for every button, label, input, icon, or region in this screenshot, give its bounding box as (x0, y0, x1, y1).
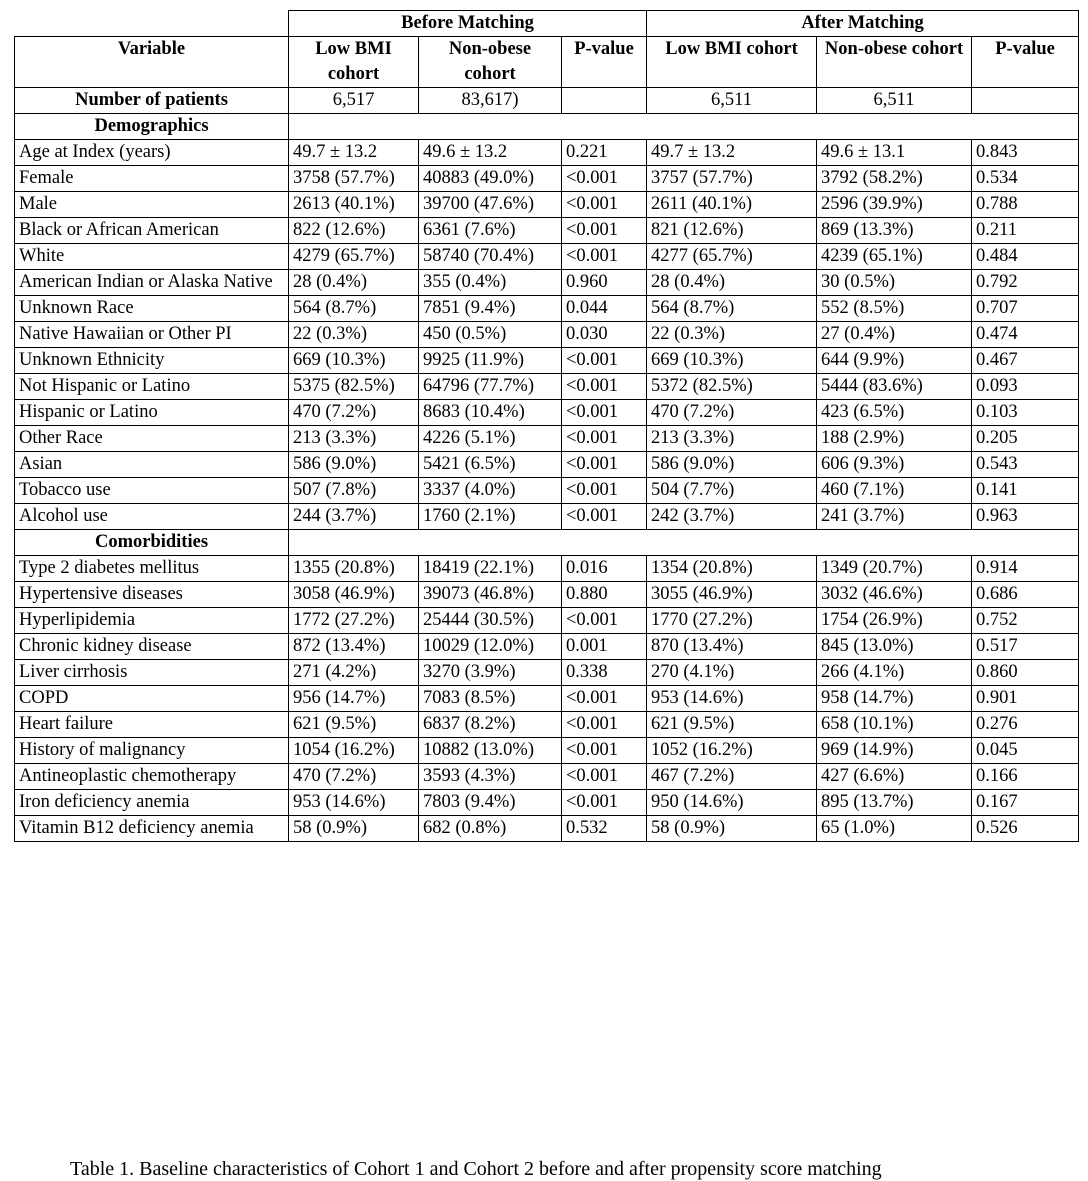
before-p-value-cell: <0.001 (562, 348, 647, 374)
before-p-value-cell: <0.001 (562, 712, 647, 738)
after-p-value-cell: 0.543 (972, 452, 1079, 478)
before-p-value-cell: <0.001 (562, 686, 647, 712)
after-low-bmi-cell: 504 (7.7%) (647, 478, 817, 504)
table-row (15, 322, 1079, 348)
variable-cell: White (15, 244, 289, 270)
table-row (15, 452, 1079, 478)
patients-before-non-obese: 83,617) (419, 88, 562, 114)
after-p-value-cell: 0.843 (972, 140, 1079, 166)
variable-cell: History of malignancy (15, 738, 289, 764)
after-non-obese-cell: 49.6 ± 13.1 (817, 140, 972, 166)
after-low-bmi-cell: 669 (10.3%) (647, 348, 817, 374)
before-low-bmi-cell: 3758 (57.7%) (289, 166, 419, 192)
after-non-obese-cell: 644 (9.9%) (817, 348, 972, 374)
variable-cell: Unknown Ethnicity (15, 348, 289, 374)
before-p-value-cell: <0.001 (562, 400, 647, 426)
section-filler-cell (289, 530, 1079, 556)
variable-cell: Unknown Race (15, 296, 289, 322)
col-header-before-p-value: P-value (562, 37, 647, 88)
after-low-bmi-cell: 1052 (16.2%) (647, 738, 817, 764)
before-non-obese-cell: 7803 (9.4%) (419, 790, 562, 816)
table-row (15, 374, 1079, 400)
before-non-obese-cell: 25444 (30.5%) (419, 608, 562, 634)
before-non-obese-cell: 18419 (22.1%) (419, 556, 562, 582)
after-non-obese-cell: 658 (10.1%) (817, 712, 972, 738)
before-p-value-cell: <0.001 (562, 218, 647, 244)
after-low-bmi-cell: 58 (0.9%) (647, 816, 817, 842)
patients-after-low-bmi: 6,511 (647, 88, 817, 114)
before-non-obese-cell: 355 (0.4%) (419, 270, 562, 296)
after-p-value-cell: 0.167 (972, 790, 1079, 816)
after-low-bmi-cell: 5372 (82.5%) (647, 374, 817, 400)
col-header-after-low-bmi: Low BMI cohort (647, 37, 817, 88)
table-row (15, 244, 1079, 270)
after-low-bmi-cell: 1770 (27.2%) (647, 608, 817, 634)
after-p-value-cell: 0.686 (972, 582, 1079, 608)
after-non-obese-cell: 30 (0.5%) (817, 270, 972, 296)
table-row (15, 270, 1079, 296)
before-p-value-cell: <0.001 (562, 764, 647, 790)
after-p-value-cell: 0.205 (972, 426, 1079, 452)
after-low-bmi-cell: 213 (3.3%) (647, 426, 817, 452)
col-header-before-non-obese: Non-obese cohort (419, 37, 562, 88)
variable-cell: Not Hispanic or Latino (15, 374, 289, 400)
after-non-obese-cell: 460 (7.1%) (817, 478, 972, 504)
table-row (15, 348, 1079, 374)
table-row (15, 738, 1079, 764)
before-low-bmi-cell: 244 (3.7%) (289, 504, 419, 530)
before-p-value-cell: <0.001 (562, 166, 647, 192)
after-low-bmi-cell: 242 (3.7%) (647, 504, 817, 530)
variable-cell: Hypertensive diseases (15, 582, 289, 608)
before-low-bmi-cell: 213 (3.3%) (289, 426, 419, 452)
before-low-bmi-cell: 621 (9.5%) (289, 712, 419, 738)
variable-cell: Tobacco use (15, 478, 289, 504)
after-non-obese-cell: 241 (3.7%) (817, 504, 972, 530)
before-low-bmi-cell: 1772 (27.2%) (289, 608, 419, 634)
before-p-value-cell: 0.532 (562, 816, 647, 842)
column-header-row (15, 37, 1079, 88)
patients-after-non-obese: 6,511 (817, 88, 972, 114)
after-non-obese-cell: 5444 (83.6%) (817, 374, 972, 400)
after-non-obese-cell: 188 (2.9%) (817, 426, 972, 452)
before-p-value-cell: <0.001 (562, 374, 647, 400)
variable-cell: Hyperlipidemia (15, 608, 289, 634)
after-non-obese-cell: 1349 (20.7%) (817, 556, 972, 582)
after-p-value-cell: 0.788 (972, 192, 1079, 218)
before-low-bmi-cell: 22 (0.3%) (289, 322, 419, 348)
after-non-obese-cell: 969 (14.9%) (817, 738, 972, 764)
before-non-obese-cell: 49.6 ± 13.2 (419, 140, 562, 166)
after-p-value-cell: 0.534 (972, 166, 1079, 192)
patients-before-low-bmi: 6,517 (289, 88, 419, 114)
before-non-obese-cell: 7851 (9.4%) (419, 296, 562, 322)
after-p-value-cell: 0.467 (972, 348, 1079, 374)
variable-cell: Heart failure (15, 712, 289, 738)
before-non-obese-cell: 6361 (7.6%) (419, 218, 562, 244)
after-p-value-cell: 0.963 (972, 504, 1079, 530)
before-non-obese-cell: 58740 (70.4%) (419, 244, 562, 270)
table-row (15, 296, 1079, 322)
before-low-bmi-cell: 586 (9.0%) (289, 452, 419, 478)
after-p-value-cell: 0.093 (972, 374, 1079, 400)
section-filler-cell (289, 114, 1079, 140)
after-p-value-cell: 0.276 (972, 712, 1079, 738)
before-p-value-cell: 0.338 (562, 660, 647, 686)
before-non-obese-cell: 8683 (10.4%) (419, 400, 562, 426)
before-non-obese-cell: 3337 (4.0%) (419, 478, 562, 504)
after-p-value-cell: 0.484 (972, 244, 1079, 270)
before-non-obese-cell: 64796 (77.7%) (419, 374, 562, 400)
variable-cell: Liver cirrhosis (15, 660, 289, 686)
table-row (15, 660, 1079, 686)
section-title: Comorbidities (15, 530, 289, 556)
col-header-after-non-obese: Non-obese cohort (817, 37, 972, 88)
after-low-bmi-cell: 950 (14.6%) (647, 790, 817, 816)
before-p-value-cell: <0.001 (562, 452, 647, 478)
after-non-obese-cell: 3792 (58.2%) (817, 166, 972, 192)
after-p-value-cell: 0.211 (972, 218, 1079, 244)
table-body (15, 114, 1079, 842)
variable-cell: Antineoplastic chemotherapy (15, 764, 289, 790)
variable-cell: Type 2 diabetes mellitus (15, 556, 289, 582)
after-low-bmi-cell: 4277 (65.7%) (647, 244, 817, 270)
col-header-before-low-bmi: Low BMI cohort (289, 37, 419, 88)
before-low-bmi-cell: 2613 (40.1%) (289, 192, 419, 218)
before-low-bmi-cell: 564 (8.7%) (289, 296, 419, 322)
after-p-value-cell: 0.103 (972, 400, 1079, 426)
table-row (15, 608, 1079, 634)
before-non-obese-cell: 682 (0.8%) (419, 816, 562, 842)
col-header-variable: Variable (15, 37, 289, 88)
before-low-bmi-cell: 49.7 ± 13.2 (289, 140, 419, 166)
before-non-obese-cell: 9925 (11.9%) (419, 348, 562, 374)
before-p-value-cell: 0.030 (562, 322, 647, 348)
after-non-obese-cell: 606 (9.3%) (817, 452, 972, 478)
before-non-obese-cell: 450 (0.5%) (419, 322, 562, 348)
after-low-bmi-cell: 1354 (20.8%) (647, 556, 817, 582)
before-low-bmi-cell: 3058 (46.9%) (289, 582, 419, 608)
table-caption: Table 1. Baseline characteristics of Cohort 1 and Cohort 2 before and after propensity score matching (70, 1158, 882, 1180)
after-non-obese-cell: 27 (0.4%) (817, 322, 972, 348)
table-row (15, 790, 1079, 816)
after-non-obese-cell: 423 (6.5%) (817, 400, 972, 426)
before-p-value-cell: <0.001 (562, 790, 647, 816)
before-non-obese-cell: 39073 (46.8%) (419, 582, 562, 608)
table-row (15, 764, 1079, 790)
before-low-bmi-cell: 822 (12.6%) (289, 218, 419, 244)
after-low-bmi-cell: 49.7 ± 13.2 (647, 140, 817, 166)
after-matching-header: After Matching (647, 11, 1079, 37)
before-matching-header: Before Matching (289, 11, 647, 37)
before-p-value-cell: <0.001 (562, 738, 647, 764)
after-non-obese-cell: 2596 (39.9%) (817, 192, 972, 218)
before-low-bmi-cell: 28 (0.4%) (289, 270, 419, 296)
after-non-obese-cell: 3032 (46.6%) (817, 582, 972, 608)
variable-cell: Native Hawaiian or Other PI (15, 322, 289, 348)
table-row (15, 192, 1079, 218)
patients-row (15, 88, 1079, 114)
variable-cell: American Indian or Alaska Native (15, 270, 289, 296)
after-p-value-cell: 0.045 (972, 738, 1079, 764)
after-low-bmi-cell: 564 (8.7%) (647, 296, 817, 322)
section-header-row (15, 530, 1079, 556)
after-non-obese-cell: 427 (6.6%) (817, 764, 972, 790)
after-low-bmi-cell: 870 (13.4%) (647, 634, 817, 660)
table-row (15, 634, 1079, 660)
variable-cell: Chronic kidney disease (15, 634, 289, 660)
variable-cell: Asian (15, 452, 289, 478)
before-p-value-cell: <0.001 (562, 478, 647, 504)
variable-cell: Female (15, 166, 289, 192)
after-low-bmi-cell: 467 (7.2%) (647, 764, 817, 790)
after-p-value-cell: 0.517 (972, 634, 1079, 660)
table-row (15, 426, 1079, 452)
before-low-bmi-cell: 872 (13.4%) (289, 634, 419, 660)
before-p-value-cell: 0.221 (562, 140, 647, 166)
section-title: Demographics (15, 114, 289, 140)
before-low-bmi-cell: 953 (14.6%) (289, 790, 419, 816)
after-p-value-cell: 0.901 (972, 686, 1079, 712)
variable-cell: Hispanic or Latino (15, 400, 289, 426)
after-p-value-cell: 0.752 (972, 608, 1079, 634)
after-low-bmi-cell: 586 (9.0%) (647, 452, 817, 478)
variable-cell: Male (15, 192, 289, 218)
before-low-bmi-cell: 470 (7.2%) (289, 400, 419, 426)
before-low-bmi-cell: 956 (14.7%) (289, 686, 419, 712)
after-p-value-cell: 0.141 (972, 478, 1079, 504)
before-low-bmi-cell: 5375 (82.5%) (289, 374, 419, 400)
variable-cell: Other Race (15, 426, 289, 452)
after-low-bmi-cell: 3757 (57.7%) (647, 166, 817, 192)
before-p-value-cell: <0.001 (562, 192, 647, 218)
after-non-obese-cell: 266 (4.1%) (817, 660, 972, 686)
after-p-value-cell: 0.166 (972, 764, 1079, 790)
patients-label: Number of patients (15, 88, 289, 114)
after-low-bmi-cell: 953 (14.6%) (647, 686, 817, 712)
after-p-value-cell: 0.474 (972, 322, 1079, 348)
after-non-obese-cell: 4239 (65.1%) (817, 244, 972, 270)
after-non-obese-cell: 869 (13.3%) (817, 218, 972, 244)
after-low-bmi-cell: 2611 (40.1%) (647, 192, 817, 218)
after-p-value-cell: 0.792 (972, 270, 1079, 296)
before-low-bmi-cell: 1355 (20.8%) (289, 556, 419, 582)
after-p-value-cell: 0.914 (972, 556, 1079, 582)
after-low-bmi-cell: 470 (7.2%) (647, 400, 817, 426)
before-p-value-cell: 0.001 (562, 634, 647, 660)
table-row (15, 556, 1079, 582)
before-low-bmi-cell: 58 (0.9%) (289, 816, 419, 842)
patients-after-p (972, 88, 1079, 114)
after-p-value-cell: 0.860 (972, 660, 1079, 686)
group-header-row (15, 11, 1079, 37)
after-non-obese-cell: 958 (14.7%) (817, 686, 972, 712)
after-low-bmi-cell: 821 (12.6%) (647, 218, 817, 244)
before-non-obese-cell: 7083 (8.5%) (419, 686, 562, 712)
table-row (15, 686, 1079, 712)
before-non-obese-cell: 3593 (4.3%) (419, 764, 562, 790)
variable-cell: COPD (15, 686, 289, 712)
before-non-obese-cell: 10882 (13.0%) (419, 738, 562, 764)
before-low-bmi-cell: 507 (7.8%) (289, 478, 419, 504)
before-p-value-cell: <0.001 (562, 504, 647, 530)
before-low-bmi-cell: 4279 (65.7%) (289, 244, 419, 270)
before-p-value-cell: <0.001 (562, 244, 647, 270)
after-p-value-cell: 0.707 (972, 296, 1079, 322)
before-p-value-cell: <0.001 (562, 608, 647, 634)
table-row (15, 218, 1079, 244)
after-non-obese-cell: 552 (8.5%) (817, 296, 972, 322)
variable-cell: Iron deficiency anemia (15, 790, 289, 816)
after-low-bmi-cell: 28 (0.4%) (647, 270, 817, 296)
table-row (15, 816, 1079, 842)
table-row (15, 504, 1079, 530)
before-p-value-cell: 0.044 (562, 296, 647, 322)
before-non-obese-cell: 10029 (12.0%) (419, 634, 562, 660)
before-non-obese-cell: 6837 (8.2%) (419, 712, 562, 738)
variable-cell: Black or African American (15, 218, 289, 244)
before-non-obese-cell: 3270 (3.9%) (419, 660, 562, 686)
table-row (15, 140, 1079, 166)
empty-header-cell (15, 11, 289, 37)
before-p-value-cell: <0.001 (562, 426, 647, 452)
variable-cell: Vitamin B12 deficiency anemia (15, 816, 289, 842)
before-non-obese-cell: 5421 (6.5%) (419, 452, 562, 478)
before-non-obese-cell: 1760 (2.1%) (419, 504, 562, 530)
table-row (15, 478, 1079, 504)
before-non-obese-cell: 4226 (5.1%) (419, 426, 562, 452)
before-low-bmi-cell: 271 (4.2%) (289, 660, 419, 686)
variable-cell: Alcohol use (15, 504, 289, 530)
after-low-bmi-cell: 621 (9.5%) (647, 712, 817, 738)
section-header-row (15, 114, 1079, 140)
after-non-obese-cell: 65 (1.0%) (817, 816, 972, 842)
patients-before-p (562, 88, 647, 114)
before-p-value-cell: 0.960 (562, 270, 647, 296)
table-row (15, 400, 1079, 426)
after-non-obese-cell: 895 (13.7%) (817, 790, 972, 816)
after-p-value-cell: 0.526 (972, 816, 1079, 842)
before-p-value-cell: 0.016 (562, 556, 647, 582)
table-row (15, 712, 1079, 738)
table-row (15, 582, 1079, 608)
after-low-bmi-cell: 270 (4.1%) (647, 660, 817, 686)
before-low-bmi-cell: 1054 (16.2%) (289, 738, 419, 764)
before-non-obese-cell: 39700 (47.6%) (419, 192, 562, 218)
before-low-bmi-cell: 669 (10.3%) (289, 348, 419, 374)
baseline-characteristics-table (14, 10, 1079, 842)
after-low-bmi-cell: 22 (0.3%) (647, 322, 817, 348)
before-non-obese-cell: 40883 (49.0%) (419, 166, 562, 192)
after-non-obese-cell: 845 (13.0%) (817, 634, 972, 660)
before-low-bmi-cell: 470 (7.2%) (289, 764, 419, 790)
after-non-obese-cell: 1754 (26.9%) (817, 608, 972, 634)
after-low-bmi-cell: 3055 (46.9%) (647, 582, 817, 608)
variable-cell: Age at Index (years) (15, 140, 289, 166)
table-row (15, 166, 1079, 192)
col-header-after-p-value: P-value (972, 37, 1079, 88)
before-p-value-cell: 0.880 (562, 582, 647, 608)
